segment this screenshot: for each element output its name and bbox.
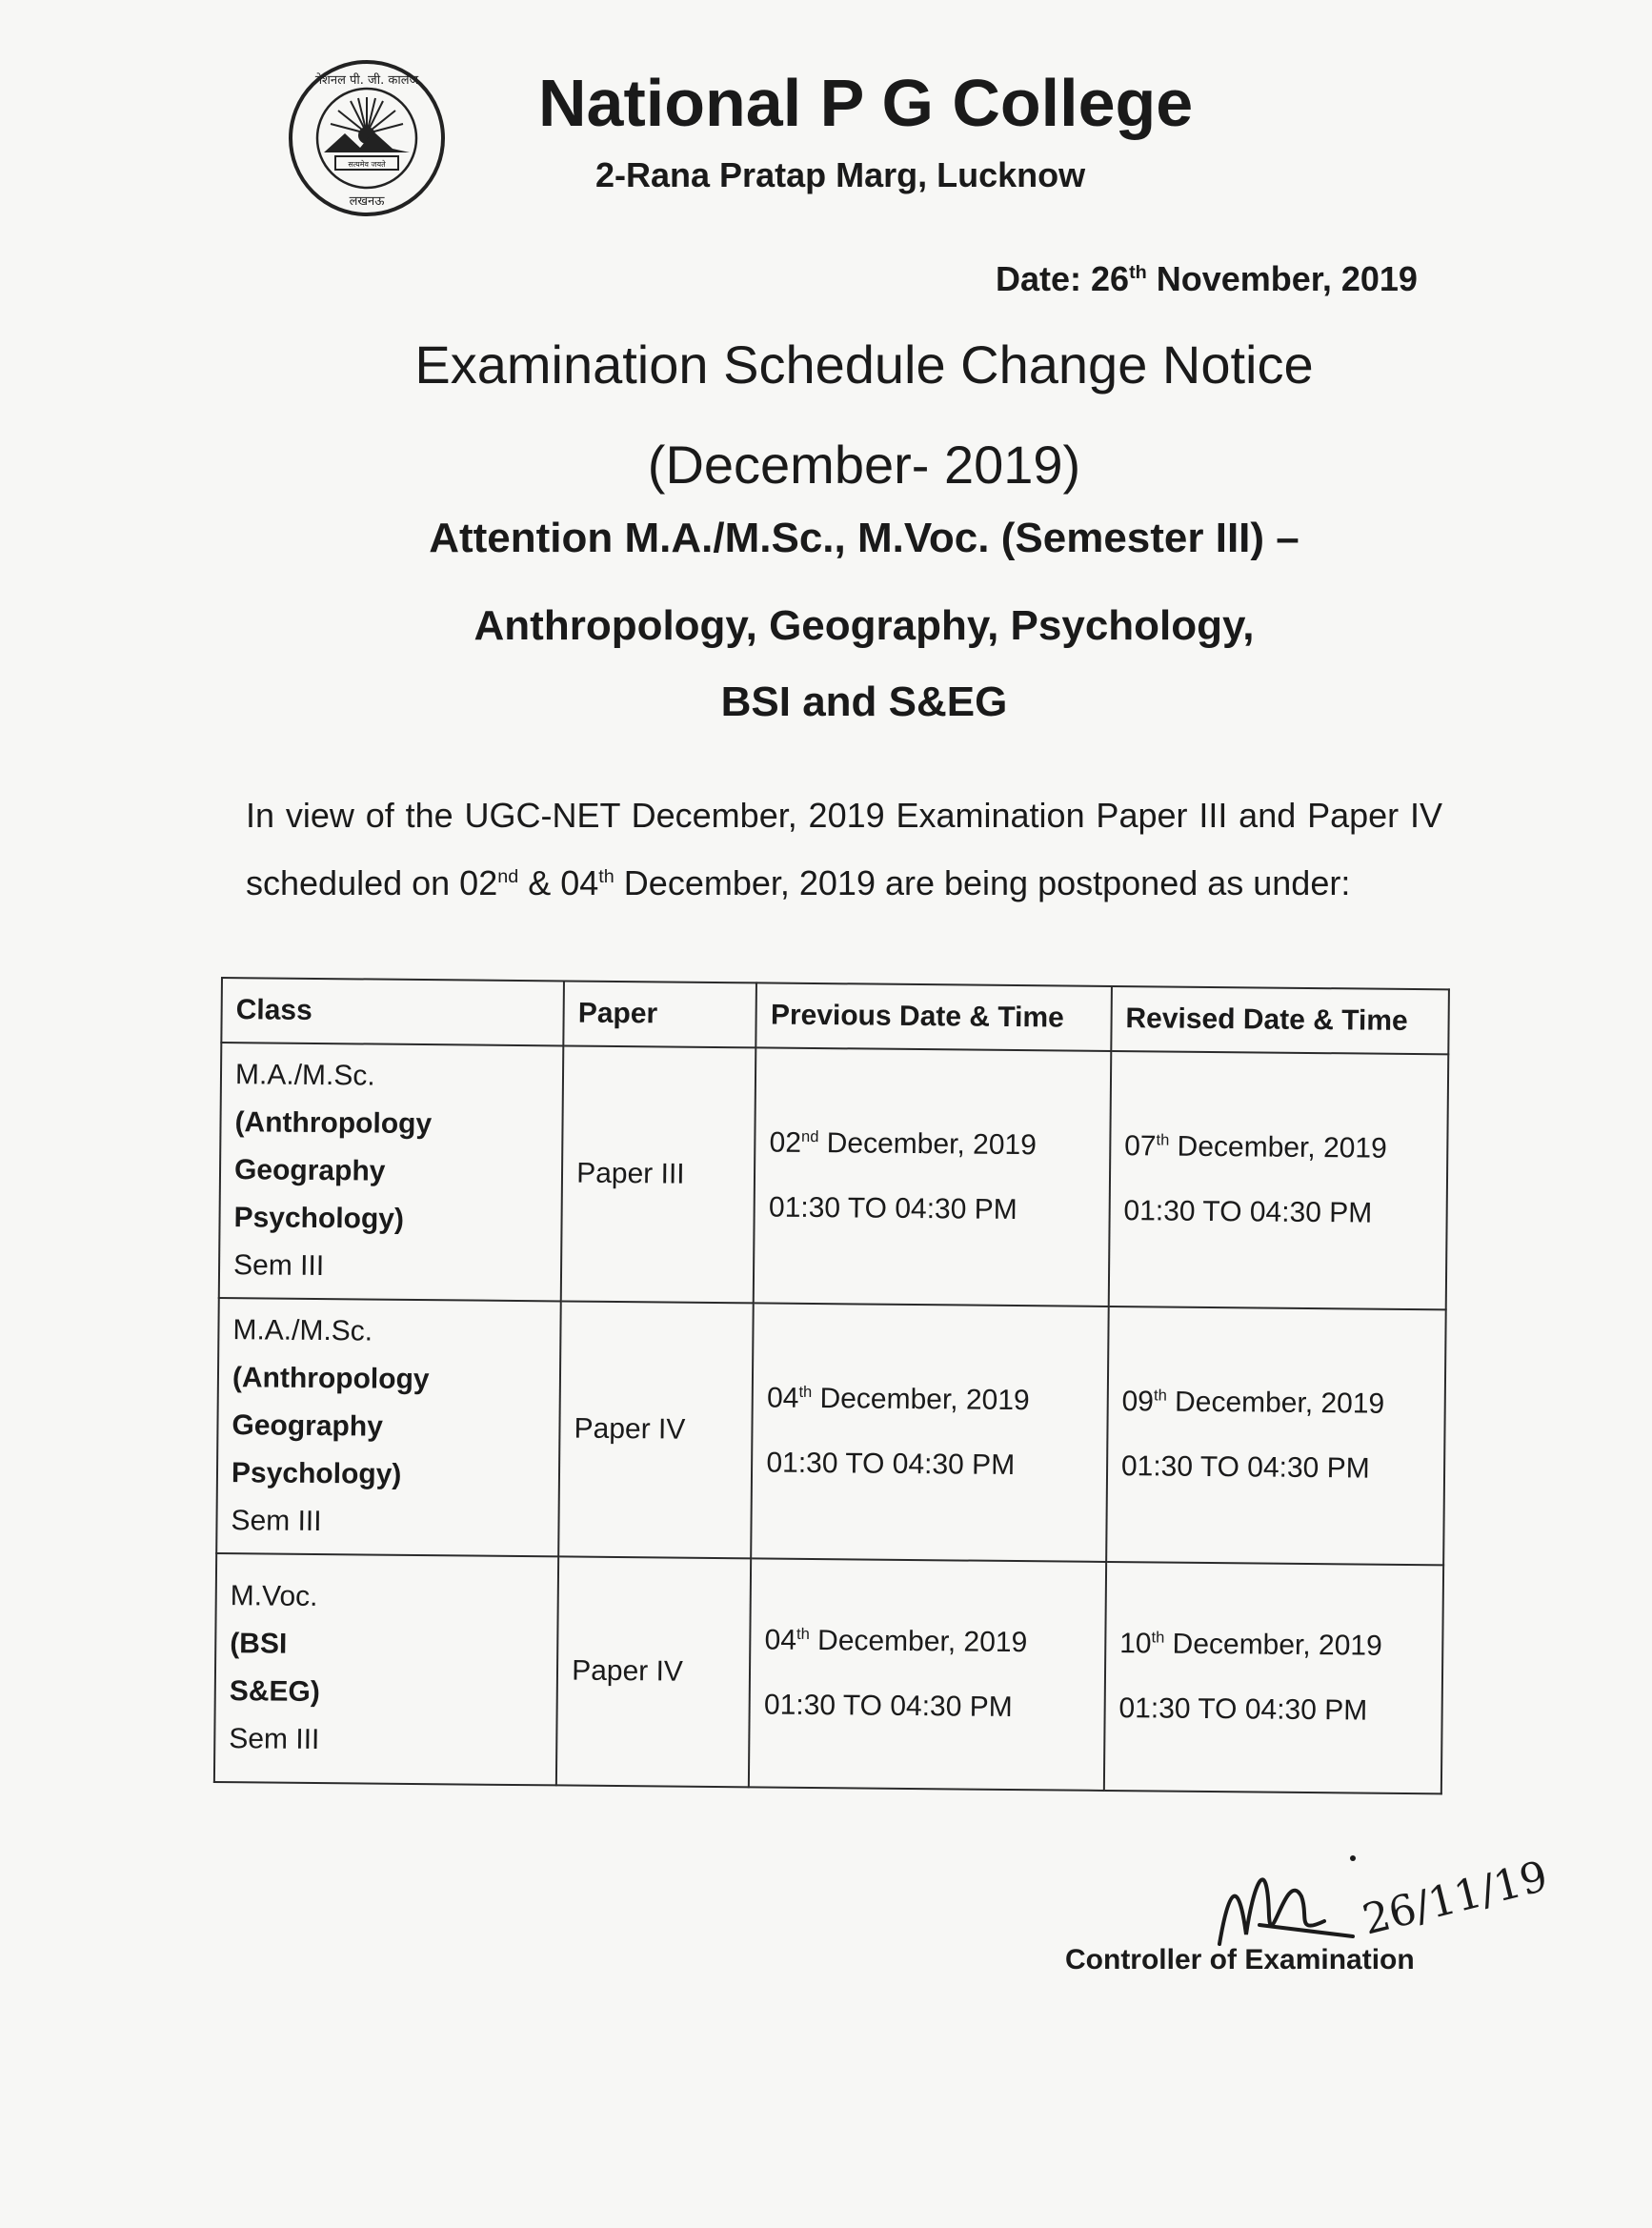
attention-line-3: BSI and S&EG (720, 679, 1008, 725)
paper-cell: Paper IV (556, 1556, 751, 1787)
header-class: Class (221, 978, 564, 1045)
table-row (214, 1553, 1443, 1793)
revised-date-cell: 10th December, 2019 01:30 TO 04:30 PM (1104, 1562, 1443, 1793)
svg-text:लखनऊ: लखनऊ (349, 194, 385, 209)
svg-text:26/11/19: 26/11/19 (1358, 1852, 1553, 1945)
signatory-title: Controller of Examination (1065, 1944, 1415, 1975)
previous-date-cell: 04th December, 2019 01:30 TO 04:30 PM (751, 1303, 1108, 1562)
header-paper: Paper (563, 981, 756, 1047)
header-previous-date: Previous Date & Time (756, 982, 1112, 1051)
schedule-table (213, 977, 1450, 1794)
paper-cell: Paper III (561, 1045, 756, 1303)
header-revised-date: Revised Date & Time (1111, 986, 1449, 1054)
class-cell: M.A./M.Sc. (Anthropology Geography Psychology) Sem III (216, 1298, 561, 1556)
notice-date: Date: 26th November, 2019 (996, 259, 1418, 298)
college-name: National P G College (538, 66, 1194, 140)
college-seal-logo (286, 57, 448, 219)
revised-date-cell: 07th December, 2019 01:30 TO 04:30 PM (1109, 1051, 1449, 1309)
notice-title: Examination Schedule Change Notice (414, 334, 1314, 395)
table-row (219, 1043, 1449, 1309)
attention-line-2: Anthropology, Geography, Psychology, (473, 602, 1255, 649)
table-header-row (221, 978, 1449, 1054)
revised-date-cell: 09th December, 2019 01:30 TO 04:30 PM (1106, 1306, 1446, 1565)
college-address: 2-Rana Pratap Marg, Lucknow (595, 155, 1086, 194)
table-row (216, 1298, 1446, 1565)
attention-line-1: Attention M.A./M.Sc., M.Voc. (Semester III) – (429, 515, 1299, 561)
class-cell: M.Voc. (BSI S&EG) Sem III (214, 1553, 558, 1785)
notice-subtitle: (December- 2019) (647, 435, 1081, 495)
intro-paragraph: In view of the UGC-NET December, 2019 Examination Paper III and Paper IV scheduled on 02nd & 04th December, 2019 are being postponed as under: (246, 796, 1442, 902)
svg-text:नेशनल पी. जी. कालेज: नेशनल पी. जी. कालेज (314, 73, 419, 88)
svg-text:सत्यमेव जयते: सत्यमेव जयते (348, 160, 386, 169)
class-cell: M.A./M.Sc. (Anthropology Geography Psychology) Sem III (219, 1043, 564, 1301)
previous-date-cell: 02nd December, 2019 01:30 TO 04:30 PM (754, 1047, 1111, 1306)
paper-cell: Paper IV (558, 1301, 754, 1558)
previous-date-cell: 04th December, 2019 01:30 TO 04:30 PM (749, 1558, 1106, 1791)
